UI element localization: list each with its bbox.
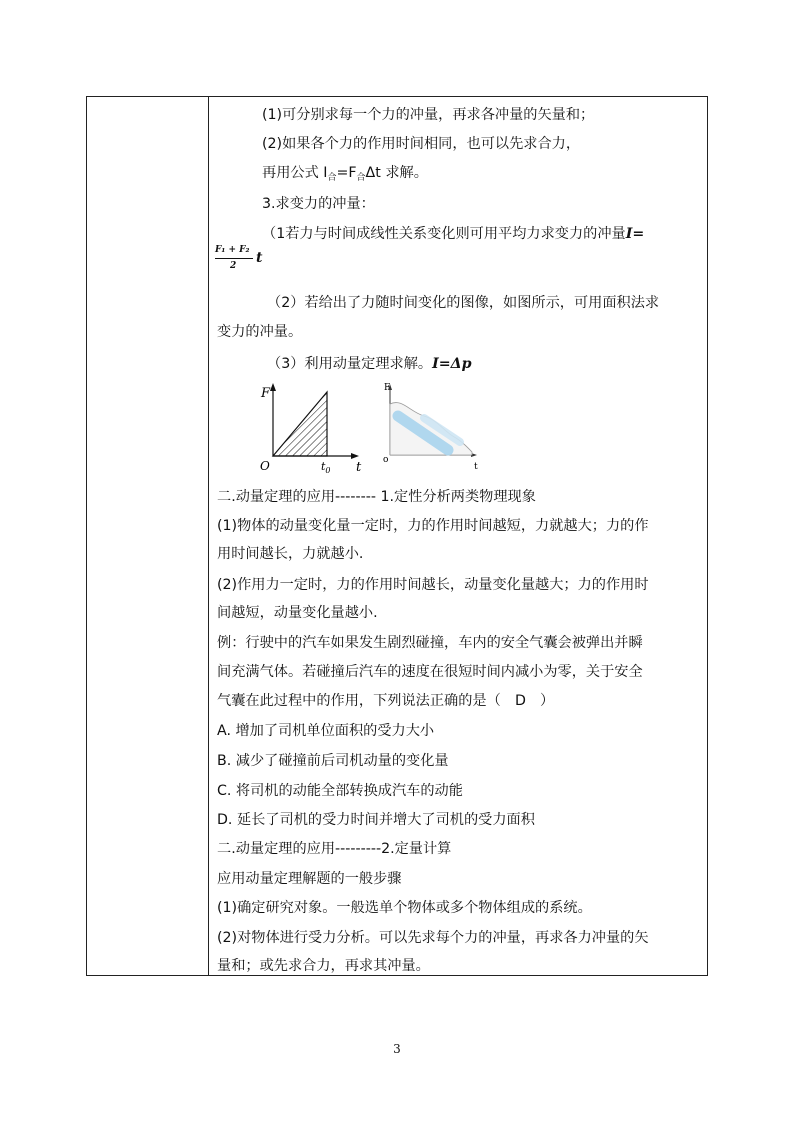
line-4: 3.求变力的冲量： — [262, 196, 375, 212]
graph2-y-label: F — [384, 383, 391, 393]
line-16: 气囊在此过程中的作用，下列说法正确的是（ D ） — [217, 693, 555, 709]
line-10: (1)物体的动量变化量一定时，力的作用时间越短，力就越大；力的作 — [217, 518, 649, 534]
graph1-origin: O — [260, 459, 270, 473]
formula-part-3: Δt 求解。 — [365, 165, 428, 181]
line-5 — [262, 221, 644, 248]
line-22: 应用动量定理解题的一般步骤 — [217, 871, 402, 887]
graph1-t0-label — [321, 460, 331, 475]
line-21: 二.动量定理的应用---------2.定量计算 — [217, 841, 452, 857]
line-7: 变力的冲量。 — [217, 324, 303, 340]
line-15: 间充满气体。若碰撞后汽车的速度在很短时间内减小为零，关于安全 — [217, 664, 643, 680]
fraction-bar — [215, 258, 253, 259]
formula-part-2: =F — [336, 165, 357, 181]
graph1-x-arrow — [351, 453, 359, 459]
option-b: B. 减少了碰撞前后司机动量的变化量 — [217, 753, 449, 769]
line-2: (2)如果各个力的作用时间相同，也可以先求合力， — [262, 136, 581, 152]
formula-line — [262, 160, 428, 192]
option-a: A. 增加了司机单位面积的受力大小 — [217, 723, 435, 739]
line-5-text: （1若力与时间成线性关系变化则可用平均力求变力的冲量 — [262, 226, 626, 242]
line-1: (1)可分别求每一个力的冲量，再求各冲量的矢量和； — [262, 107, 595, 123]
line-6: （2）若给出了力随时间变化的图像，如图所示，可用面积法求 — [267, 295, 660, 311]
line-24: (2)对物体进行受力分析。可以先求每个力的冲量，再求各力冲量的矢 — [217, 930, 649, 946]
graph1-y-arrow — [270, 383, 276, 391]
line-25: 量和；或先求合力，再求其冲量。 — [217, 958, 430, 974]
impulse-momentum-formula: I=Δp — [432, 356, 472, 372]
line-8 — [267, 351, 472, 378]
content-table — [86, 96, 708, 976]
line-13: 间越短，动量变化量越小. — [217, 605, 378, 621]
line-11: 用时间越长，力就越小. — [217, 546, 364, 562]
graph1-shaded-area — [273, 392, 327, 456]
line-8-text: （3）利用动量定理求解。 — [267, 356, 433, 372]
formula-part-1: 再用公式 I — [262, 165, 328, 181]
option-d: D. 延长了司机的受力时间并增大了司机的受力面积 — [217, 812, 535, 828]
graph1-x-label: t — [356, 460, 362, 475]
fraction-numerator: F₁ + F₂ — [215, 245, 250, 255]
page-number: 3 — [393, 1042, 401, 1056]
line-9: 二.动量定理的应用-------- 1.定性分析两类物理现象 — [217, 489, 536, 505]
graph2-curve-area — [390, 403, 472, 455]
force-time-graph — [255, 380, 365, 475]
line-14: 例：行驶中的汽车如果发生剧烈碰撞，车内的安全气囊会被弹出并瞬 — [217, 635, 643, 651]
formula-sub-2: 合 — [356, 173, 366, 183]
graph2-x-label: t — [474, 462, 478, 472]
line-23: (1)确定研究对象。一般选单个物体或多个物体组成的系统。 — [217, 900, 592, 916]
formula-sub-1: 合 — [327, 173, 337, 183]
impulse-symbol: I= — [625, 226, 645, 242]
column-divider — [208, 97, 209, 975]
variable-force-graph — [380, 380, 490, 475]
graph2-origin: o — [383, 455, 389, 465]
fraction-denominator: 2 — [230, 261, 237, 271]
line-12: (2)作用力一定时，力的作用时间越长，动量变化量越大；力的作用时 — [217, 577, 649, 593]
graph1-t0-main: t — [321, 460, 326, 473]
option-c: C. 将司机的动能全部转换成汽车的动能 — [217, 783, 463, 799]
graph1-y-label: F — [261, 386, 271, 401]
graph1-t0-sub: 0 — [325, 466, 331, 475]
fraction-t: t — [256, 250, 263, 266]
